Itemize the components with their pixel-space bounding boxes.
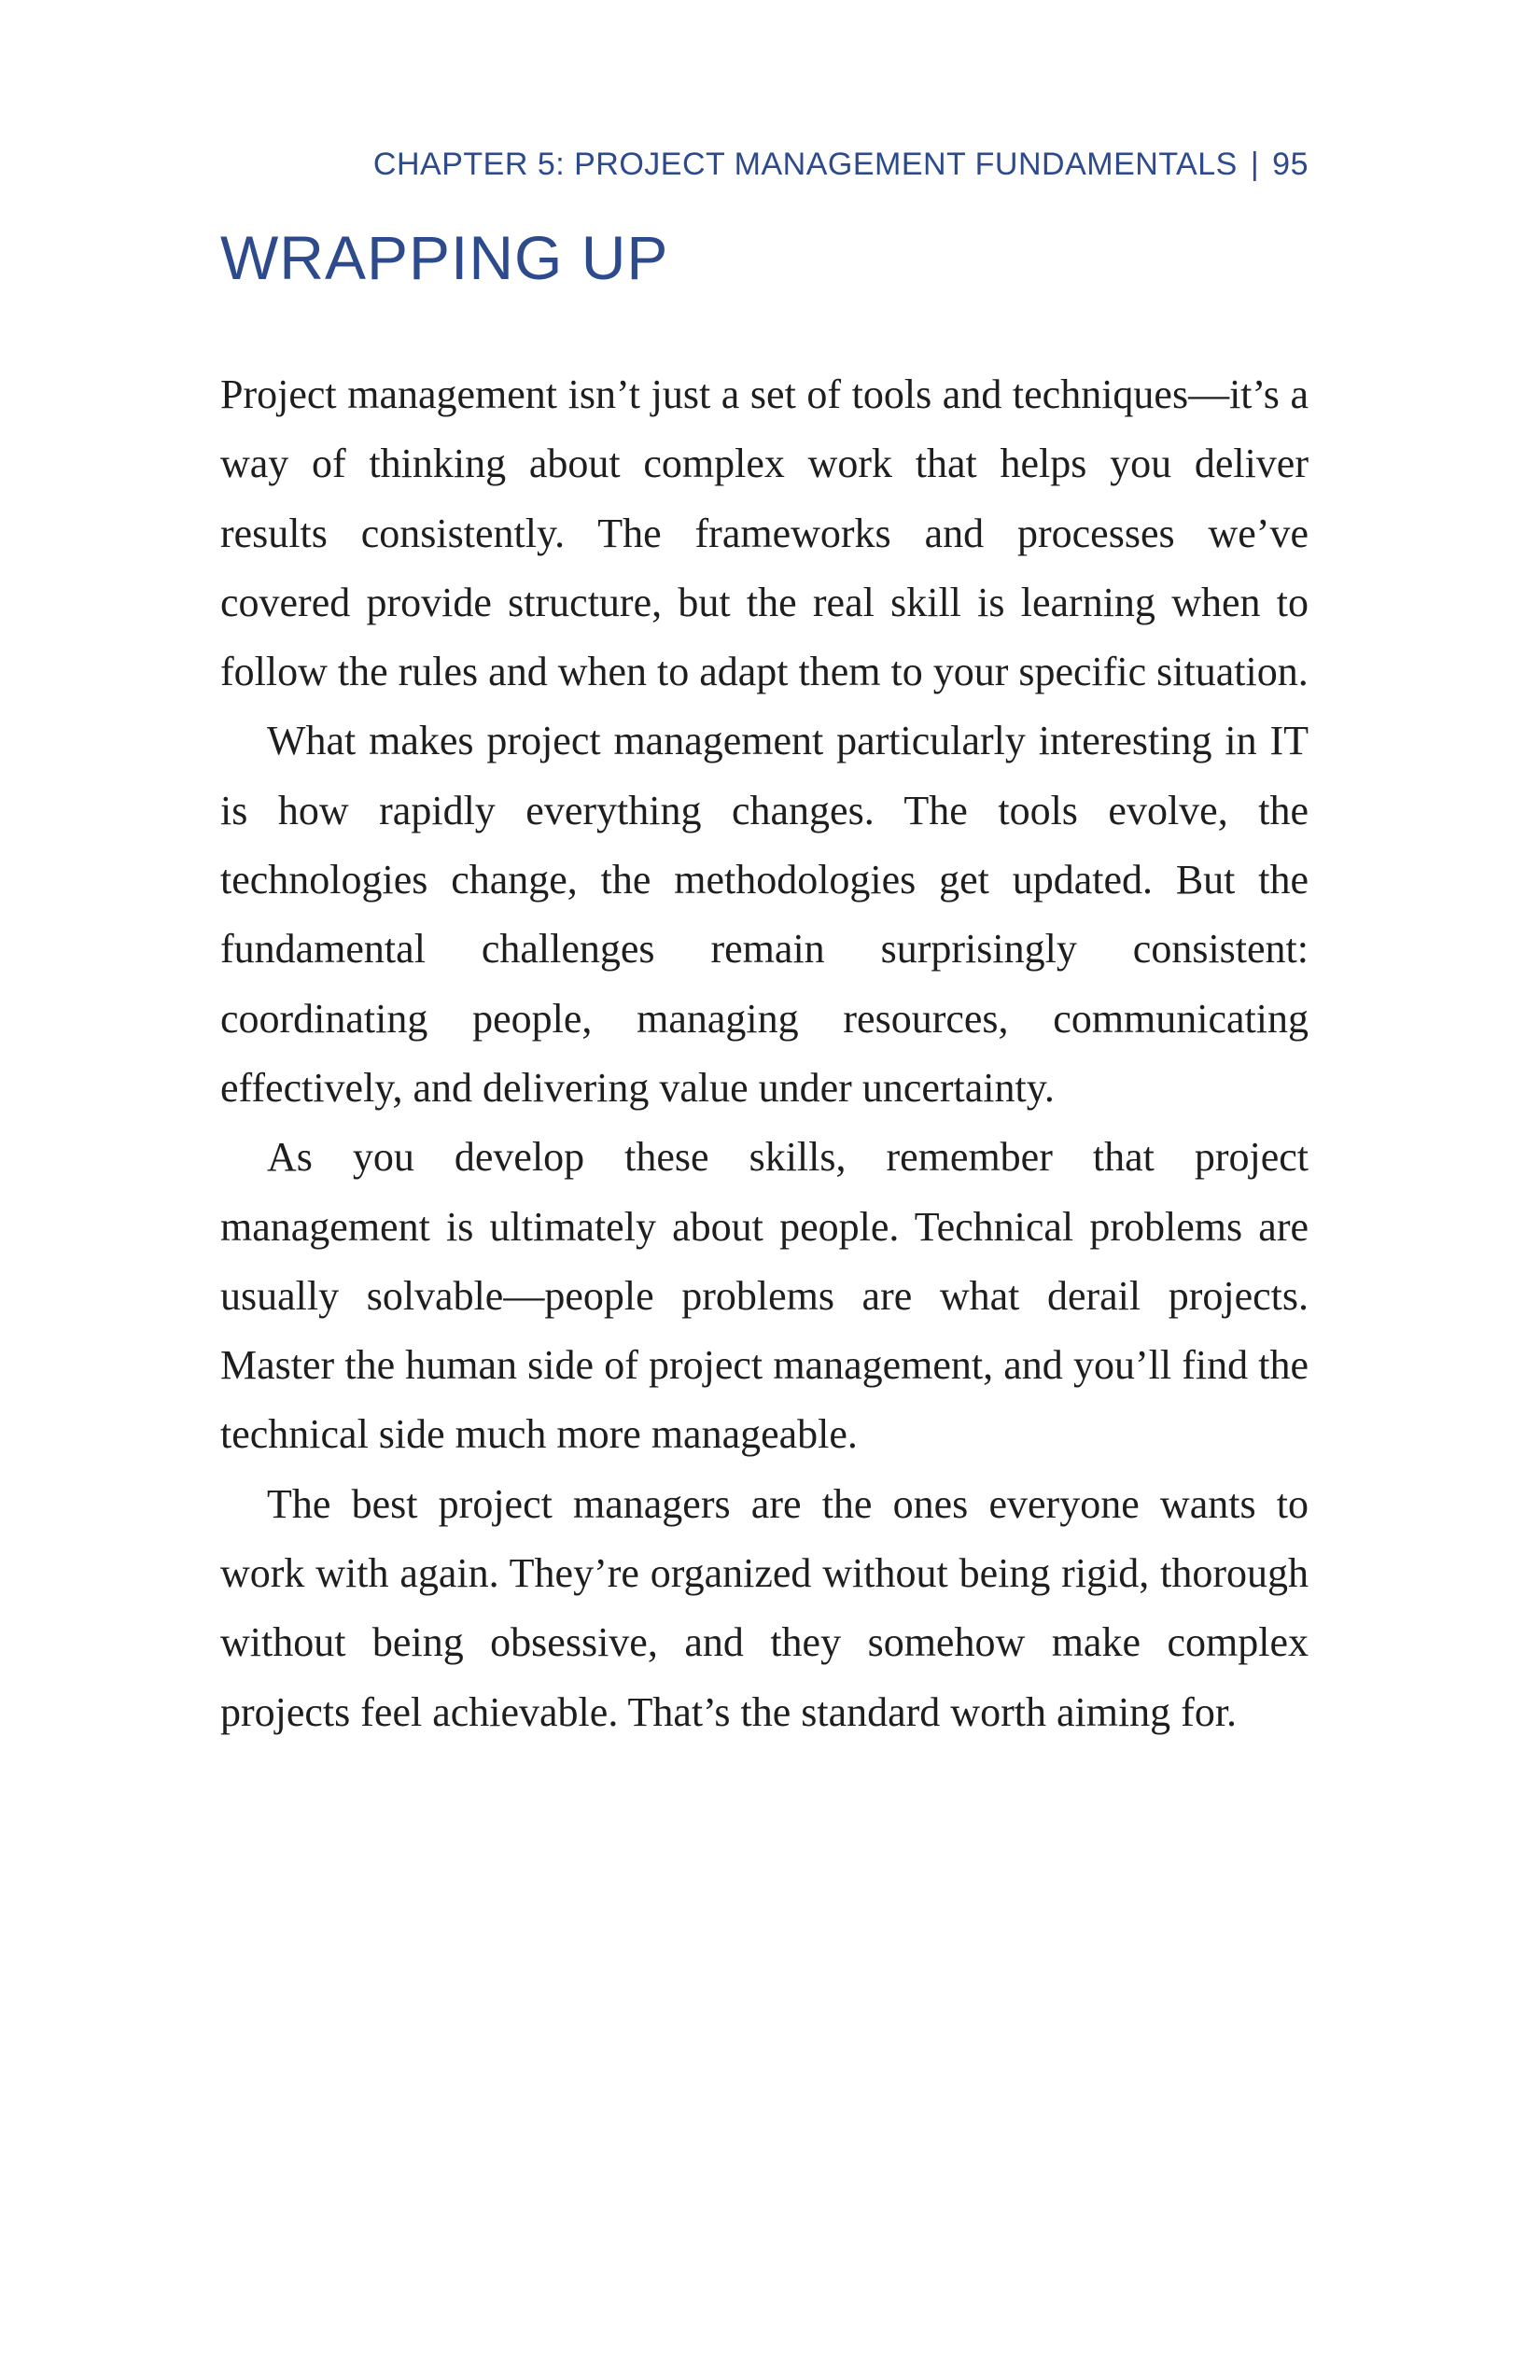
paragraph: Project management isn’t just a set of tools and techniques—it’s a way of thinking about complex work that helps you deliver results consistently. The frameworks and processes we’ve covered provide structure, but the real skill is learning when to follow the rules and when to adapt them to your specific situation. [220,371,1309,695]
body-text [220,360,1309,1747]
header-separator: | [1250,147,1260,182]
running-head [373,146,1309,183]
page-number: 95 [1272,147,1309,182]
section-title: WRAPPING UP [220,223,669,292]
paragraph: The best project managers are the ones everyone wants to work with again. They’re organized without being rigid, thorough without being obsessive, and they somehow make complex projects feel achievable. That’s the standard worth aiming for. [220,1480,1309,1735]
chapter-title: CHAPTER 5: PROJECT MANAGEMENT FUNDAMENTALS [372,147,1238,182]
paragraph: What makes project management particularly interesting in IT is how rapidly everything changes. The tools evolve, the technologies change, the methodologies get updated. But the fundamental challenges remain surprisingly consistent: coordinating people, managing resources, communicating effectively, and delivering value under uncertainty. [220,718,1309,1111]
paragraph: As you develop these skills, remember that project management is ultimately about people. Technical problems are usually solvable—people problems are what derail projects. Master the human side of project management, and you’ll find the technical side much more manageable. [220,1134,1309,1458]
